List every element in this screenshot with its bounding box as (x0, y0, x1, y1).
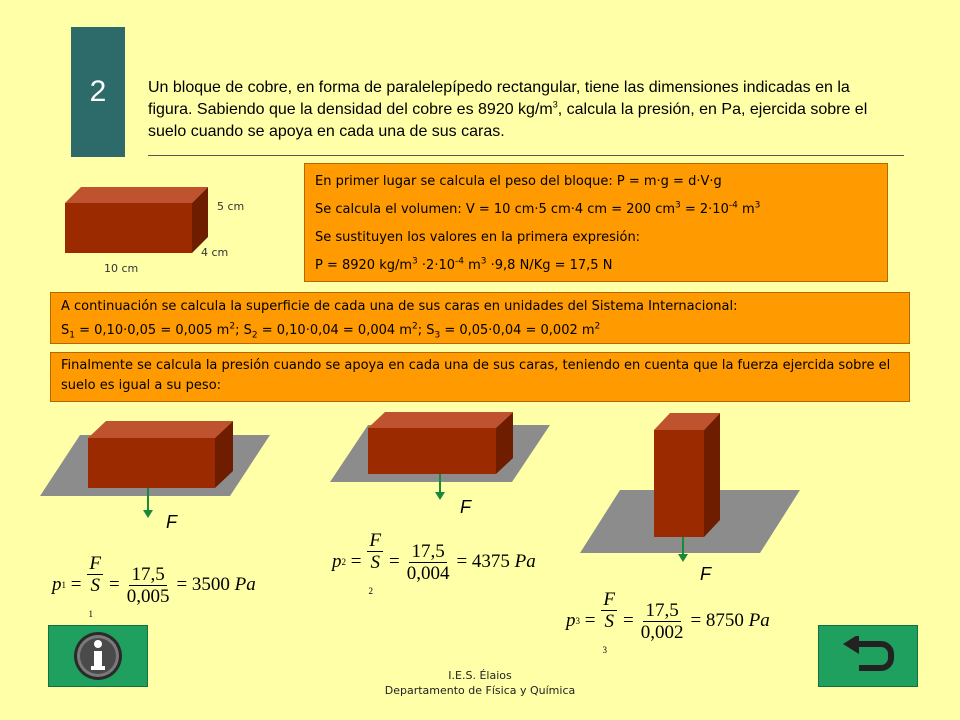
scene-1 (40, 418, 270, 518)
return-arrow-icon (841, 636, 895, 676)
brick-1-top (88, 421, 233, 438)
problem-text-end: , calcula la presión, en Pa, ejercida sobre el suelo cuando se apoya en cada una de sus caras. (148, 101, 868, 140)
slide-number: 2 (89, 75, 107, 108)
pressure-intro-box (50, 352, 910, 402)
brick-2-front (368, 428, 496, 474)
pressure-formula-1: p 1 = F S $_1$ = $\frac{17,5}{0,005}$ = 3500 Pa (52, 553, 256, 619)
slide-number-tab (71, 27, 125, 157)
info-icon (71, 629, 125, 683)
dim-height-label: 5 cm (217, 200, 245, 213)
dim-depth-label: 4 cm (201, 246, 229, 259)
block-front (65, 203, 192, 253)
force-arrowhead-2 (435, 492, 445, 500)
weight-line: En primer lugar se calcula el peso del bloque: P = m·g = d·V·g (315, 174, 722, 189)
surface-intro-line: A continuación se calcula la superficie de cada una de sus caras en unidades del Sistema Internacional: (61, 299, 738, 314)
brick-3-front (654, 430, 704, 537)
block-diagram (60, 182, 260, 277)
force-label-1: F (166, 512, 177, 532)
footer-school: I.E.S. Élaios (448, 669, 512, 682)
force-label-2: F (460, 497, 471, 517)
block-top (65, 187, 208, 203)
footer-department: Departamento de Física y Química (384, 684, 576, 697)
back-button[interactable] (818, 625, 918, 687)
surfaces-line: $S_1 = 0,10\cdot 0,05 = 0,005$ $m^2$; $S_2 = 0,10\cdot 0,04 = 0,004$ $m^2$; $S_3 = 0,05\cdot 0,04 = 0,002$ $m^2$ (61, 321, 601, 341)
force-arrowhead-1 (143, 510, 153, 518)
problem-text: Un bloque de cobre, en forma de paralelepípedo rectangular, tiene las dimensiones indicadas en la figura. Sabiendo que la densidad del cobre es 8920 kg/m (148, 79, 850, 118)
info-button[interactable] (48, 625, 148, 687)
brick-1-front (88, 438, 215, 488)
result-line: P = 8920 $kg/m^3 \cdot 2\cdot 10^{-4}$ $m^3 \cdot 9,8$ N/Kg = 17,5 N (315, 256, 613, 273)
pressure-intro-text: Finalmente se calcula la presión cuando se apoya en cada una de sus caras, teniendo en cuenta que la fuerza ejercida sobre el suelo es igual a su peso: (61, 358, 891, 393)
divider (148, 155, 904, 156)
brick-2-top (368, 412, 513, 428)
problem-statement (148, 77, 888, 143)
footer (280, 668, 680, 698)
pressure-formula-3: p 3 = F S $_3$ = $\frac{17,5}{0,002}$ = 8750 Pa (566, 589, 770, 655)
scene-2 (330, 410, 550, 500)
force-arrowhead-3 (678, 554, 688, 562)
problem-sup: 3 (552, 99, 558, 110)
volume-line: Se calcula el volumen: V = 10 cm·5 cm·4 cm = 200 $cm^3 = 2\cdot 10^{-4}$ $m^3$ (315, 200, 761, 217)
pressure-formula-2: p 2 = F S $_2$ = $\frac{17,5}{0,004}$ = 4375 Pa (332, 530, 536, 596)
weight-calculation-box (304, 163, 888, 282)
surface-calculation-box (50, 292, 910, 344)
substitute-line: Se sustituyen los valores en la primera expresión: (315, 230, 641, 245)
brick-3-side (704, 413, 720, 537)
force-label-3: F (700, 564, 711, 584)
dim-length-label: 10 cm (104, 262, 139, 275)
scene-3 (580, 410, 800, 580)
